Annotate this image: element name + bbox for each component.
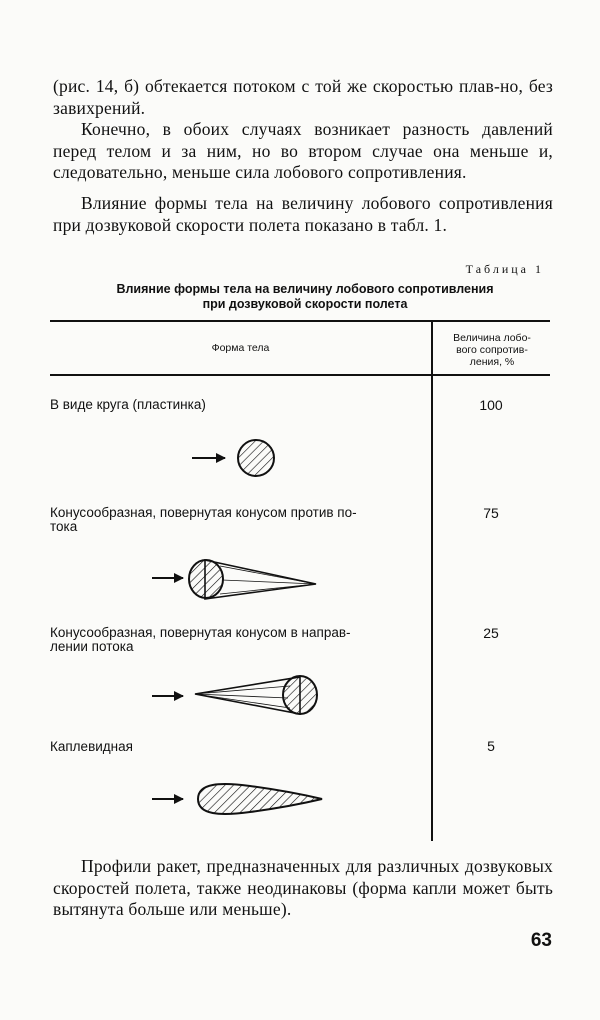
circle-plate-shape [238,440,274,476]
cone-against-flow-shape [189,560,316,599]
flow-arrow-icon [192,453,226,463]
paragraph-3-text: Влияние формы тела на величину лобового сопротивления при дозвуковой скорости полета показано в табл. 1. [53,193,553,235]
table-number: Таблица 1 [465,262,544,276]
flow-arrow-icon [152,573,184,583]
row-cone-along-label-line-2: лении потока [50,639,134,654]
table-caption-line-2: при дозвуковой скорости полета [202,297,408,311]
row-teardrop-value: 5 [487,738,495,754]
paragraph-2-text: Конечно, в обоих случаях возникает разность давлений перед телом и за ним, но во втором случае она меньше и, следовательно, меньше сила лобового сопротивления. [53,119,553,182]
column-header-value-line-2: вого сопротив- [456,344,528,356]
column-header-shape: Форма тела [211,342,270,354]
row-circle-value: 100 [479,397,503,413]
row-teardrop-label: Каплевидная [50,739,133,754]
column-header-value-line-1: Величина лобо- [453,332,531,344]
row-cone-along-value: 25 [483,625,499,641]
paragraph-1-text: (рис. 14, б) обтекается потоком с той же скоростью плав-но, без завихрений. [53,76,553,118]
cone-along-flow-shape [195,676,317,714]
paragraph-4 [53,856,553,921]
column-header-value-line-3: ления, % [469,356,515,368]
page-number: 63 [530,930,552,951]
flow-arrow-icon [152,794,184,804]
row-cone-against-value: 75 [483,505,499,521]
row-circle-label: В виде круга (пластинка) [50,397,206,412]
row-cone-along-label-line-1: Конусообразная, повернутая конусом в направ- [50,625,351,640]
teardrop-shape [198,784,322,814]
flow-arrow-icon [152,691,184,701]
paragraph-4-text: Профили ракет, предназначенных для различных дозвуковых скоростей полета, также неодинаковы (форма капли может быть вытянута больше или меньше). [53,856,553,919]
row-cone-against-label-line-1: Конусообразная, повернутая конусом против по- [50,505,357,520]
table-caption-line-1: Влияние формы тела на величину лобового сопротивления [116,282,494,296]
row-cone-against-label-line-2: тока [50,519,78,534]
